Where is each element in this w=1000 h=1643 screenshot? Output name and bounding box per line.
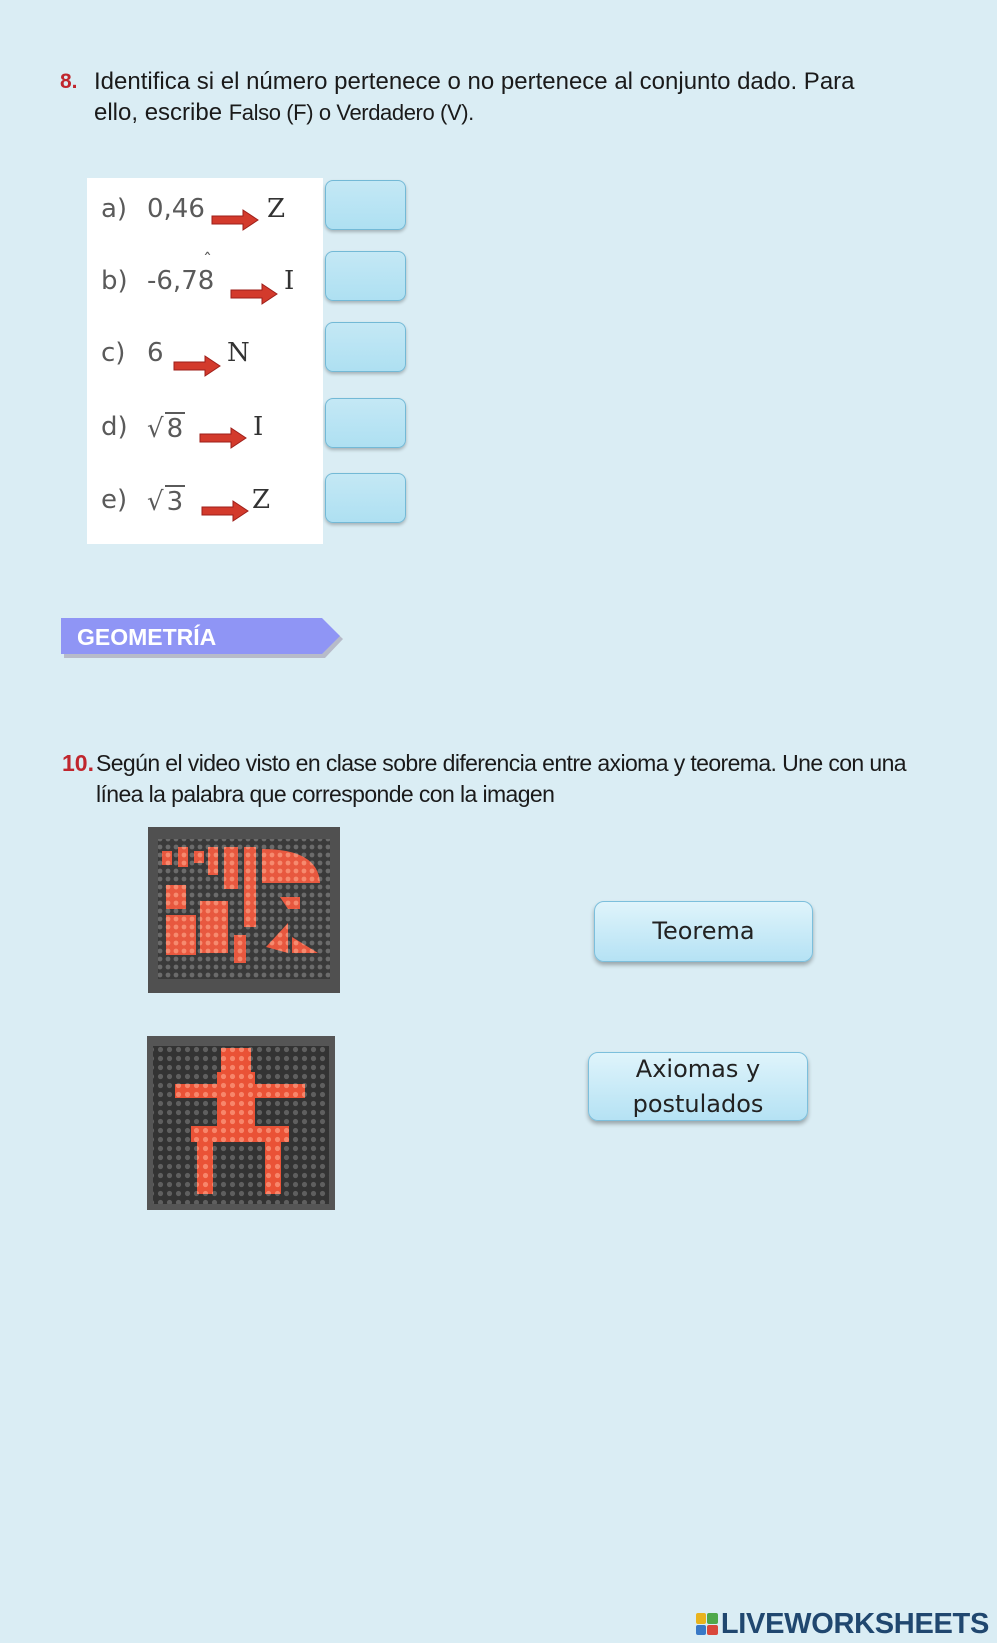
question-text-line2 bbox=[94, 97, 940, 128]
arrow-right-icon bbox=[201, 499, 249, 523]
question-8 bbox=[60, 66, 940, 128]
answer-box-d[interactable] bbox=[325, 398, 406, 448]
question-text-line2-condition: Falso (F) o Verdadero (V). bbox=[228, 100, 474, 125]
item-value: 6 bbox=[147, 338, 164, 368]
item-value: 0,46 bbox=[147, 194, 205, 224]
lego-figure-image bbox=[147, 1036, 335, 1210]
exercise-row-e bbox=[87, 483, 323, 523]
item-label: d) bbox=[101, 412, 128, 442]
exercise-row-b bbox=[87, 250, 323, 304]
question-10 bbox=[62, 748, 942, 810]
liveworksheets-logo-icon bbox=[696, 1613, 718, 1635]
answer-box-c[interactable] bbox=[325, 322, 406, 372]
arrow-right-icon bbox=[173, 354, 221, 378]
section-title: GEOMETRÍA bbox=[77, 624, 217, 650]
item-label: e) bbox=[101, 485, 128, 515]
item-set: I bbox=[284, 266, 295, 296]
sqrt-icon: √ bbox=[147, 414, 164, 444]
item-set: Z bbox=[267, 194, 286, 224]
item-set: I bbox=[253, 412, 264, 442]
item-set: Z bbox=[252, 485, 271, 515]
sqrt-icon: √ bbox=[147, 487, 164, 517]
item-set: N bbox=[227, 338, 250, 368]
arrow-right-icon bbox=[211, 208, 259, 232]
arrow-right-icon bbox=[199, 426, 247, 450]
brand-name: LIVEWORKSHEETS bbox=[720, 1607, 989, 1640]
question-number: 8. bbox=[60, 70, 78, 93]
answer-box-b[interactable] bbox=[325, 251, 406, 301]
answer-box-e[interactable] bbox=[325, 473, 406, 523]
item-value: -6,78 bbox=[147, 266, 215, 296]
item-radicand: 8 bbox=[166, 414, 184, 444]
question-text-line2-pre: ello, escribe bbox=[94, 99, 229, 126]
sqrt-expression bbox=[147, 412, 185, 444]
arrow-right-icon bbox=[230, 282, 278, 306]
period-hat-icon: ˆ bbox=[203, 250, 212, 271]
word-label-line2: postulados bbox=[632, 1089, 764, 1118]
sqrt-expression bbox=[147, 485, 185, 517]
question-text-line1: Según el video visto en clase sobre diferencia entre axioma y teorema. Une con una bbox=[96, 750, 906, 776]
word-teorema-button[interactable] bbox=[594, 901, 813, 962]
exercise-row-a bbox=[87, 192, 323, 232]
exercise-table bbox=[87, 178, 323, 544]
lego-pieces-image bbox=[148, 827, 340, 993]
exercise-row-c bbox=[87, 336, 323, 376]
item-label: b) bbox=[101, 266, 128, 296]
word-label: Teorema bbox=[652, 917, 755, 945]
exercise-row-d bbox=[87, 410, 323, 450]
item-label: a) bbox=[101, 194, 128, 224]
word-axiomas-button[interactable] bbox=[588, 1052, 808, 1121]
answer-box-a[interactable] bbox=[325, 180, 406, 230]
item-label: c) bbox=[101, 338, 126, 368]
section-banner bbox=[61, 618, 343, 658]
item-radicand: 3 bbox=[166, 487, 184, 517]
liveworksheets-logo bbox=[696, 1609, 989, 1639]
word-label-line1: Axiomas y bbox=[635, 1054, 761, 1083]
question-text-line2: línea la palabra que corresponde con la imagen bbox=[96, 781, 555, 807]
question-number: 10. bbox=[62, 750, 94, 776]
question-text-line1: Identifica si el número pertenece o no pertenece al conjunto dado. Para bbox=[94, 68, 855, 95]
